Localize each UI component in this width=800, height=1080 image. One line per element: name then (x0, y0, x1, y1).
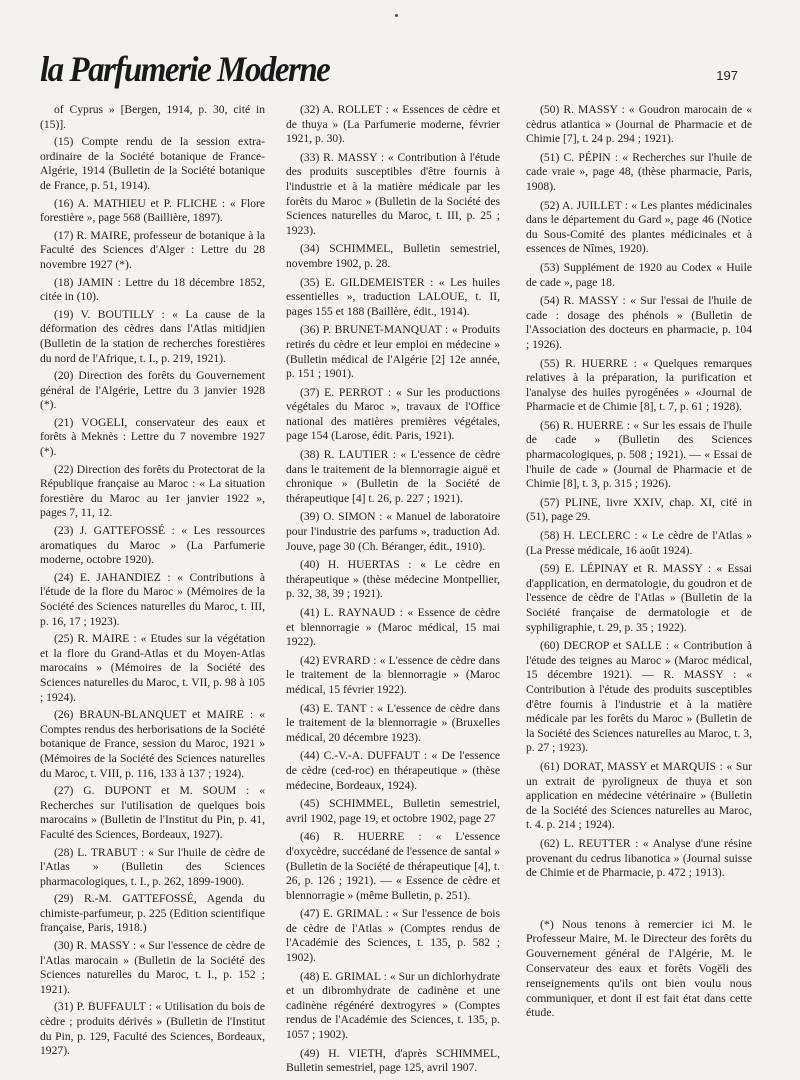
journal-masthead: la Parfumerie Moderne (40, 50, 330, 90)
reference-entry: (33) R. MASSY : « Contribution à l'étude des produits susceptibles d'être fournis à l'industrie et à la matière médicale par les forêts du Maroc » (Bulletin de la Société des Sciences naturelles du Maroc, t. III, p. 25 ; 1923). (286, 150, 500, 237)
reference-entry: (29) R.-M. GATTEFOSSÉ, Agenda du chimiste-parfumeur, p. 225 (Edition scientifique française, Paris, 1918.) (40, 892, 265, 935)
reference-entry: (26) BRAUN-BLANQUET et MAIRE : « Comptes rendus des herborisations de la Société botanique de France, session du Maroc, 1921 » (Mémoires de la Société des Sciences naturelles du Maroc, t. VIII, p. 116, 133 à 137 ; 1924). (40, 708, 265, 780)
reference-entry: (56) R. HUERRE : « Sur les essais de l'huile de cade » (Bulletin des Sciences pharmacologiques, p. 508 ; 1921). — « Essai de l'huile de cade » (Journal de Pharmacie et de Chimie [8], t. 3, p. 315 ; 1926). (526, 418, 752, 491)
reference-entry: (44) C.-V.-A. DUFFAUT : « De l'essence de cèdre (ced-roc) en thérapeutique » (thèse médecine, Bordeaux, 1924). (286, 749, 500, 792)
reference-entry: (62) L. REUTTER : « Analyse d'une résine provenant du cedrus libanotica » (Journal suisse de Chimie et de Pharmacie, p. 472 ; 1913). (526, 836, 752, 880)
reference-entry: (55) R. HUERRE : « Quelques remarques relatives à la préparation, la purification et l'analyse des huiles pyrogénées » «Journal de Pharmacie et de Chimie [8], t. 7, p. 61 ; 1928). (526, 356, 752, 414)
reference-entry: (53) Supplément de 1920 au Codex « Huile de cade », page 18. (526, 260, 752, 289)
references-list (526, 103, 752, 881)
reference-entry: (48) E. GRIMAL : « Sur un dichlorhydrate et un dibromhydrate de cadinène et une cadinène régénéré dextrogyres » (Comptes rendus de l'Académie des Sciences, t. 135, p. 1057 ; 1902). (286, 969, 500, 1042)
page-number: 197 (716, 68, 738, 83)
reference-entry: (27) G. DUPONT et M. SOUM : « Recherches sur l'utilisation de quelques bois marocains » (Bulletin de l'Institut du Pin, p. 41, Faculté des Sciences, Bordeaux, 1927). (40, 784, 265, 841)
reference-entry: (35) E. GILDEMEISTER : « Les huiles essentielles », traduction LALOUE, t. II, pages 155 et 188 (Baillère, édit., 1914). (286, 275, 500, 318)
reference-entry: (32) A. ROLLET : « Essences de cèdre et de thuya » (La Parfumerie moderne, février 1921, p. 30). (286, 103, 500, 146)
reference-entry: (30) R. MASSY : « Sur l'essence de cèdre de l'Atlas marocain » (Bulletin de la Société des Sciences naturelles du Maroc, t. I., p. 152 ; 1921). (40, 939, 265, 996)
reference-entry: (42) EVRARD : « L'essence de cèdre dans le traitement de la blennorragie » (Maroc médical, 15 février 1922). (286, 653, 500, 696)
reference-entry: of Cyprus » [Bergen, 1914, p. 30, cité in (15)]. (40, 103, 265, 131)
reference-entry: (51) C. PÉPIN : « Recherches sur l'huile de cade vraie », page 48, (thèse pharmacie, Paris, 1908). (526, 150, 752, 193)
reference-entry: (40) H. HUERTAS : « Le cèdre en thérapeutique » (thèse médecine Montpellier, p. 32, 38, 39 ; 1921). (286, 558, 500, 601)
reference-entry: (28) L. TRABUT : « Sur l'huile de cèdre de l'Atlas » (Bulletin des Sciences pharmacologiques, t. I., p. 262, 1899-1900). (40, 845, 265, 888)
reference-entry: (21) VOGELI, conservateur des eaux et forêts à Meknès : Lettre du 7 novembre 1927 (*). (40, 415, 265, 459)
reference-entry: (60) DECROP et SALLE : « Contribution à l'étude des teignes au Maroc » (Maroc médical, 15 décembre 1921). — R. MASSY : « Contribution à l'étude des produits susceptibles d'être fournis à l'industrie et à la matière médicale par les forêts du Maroc » (Bulletin de la Société des Sciences naturelles au Maroc, t. 3, p. 27 ; 1923). (526, 639, 752, 755)
reference-entry: (23) J. GATTEFOSSÉ : « Les ressources aromatiques du Maroc » (La Parfumerie moderne, octobre 1920). (40, 524, 265, 567)
reference-entry: (31) P. BUFFAULT : « Utilisation du bois de cèdre ; produits dérivés » (Bulletin de l'Institut du Pin, p. 129, Faculté des Sciences, Bordeaux, 1927). (40, 1000, 265, 1058)
reference-entry: (59) E. LÉPINAY et R. MASSY : « Essai d'application, en dermatologie, du goudron et de l'essence de cèdre de l'Atlas » (Bulletin de la Société française de dermatologie et de syphiligraphie, t. 29, p. 35 ; 1922). (526, 562, 752, 634)
reference-entry: (15) Compte rendu de la session extra-ordinaire de la Société botanique de France-Algérie, 1914 (Bulletin de la Société botanique de France, p. 51, 1914). (40, 135, 265, 192)
reference-entry: (16) A. MATHIEU et P. FLICHE : « Flore forestière », page 568 (Baillière, 1897). (40, 196, 265, 225)
reference-entry: (39) O. SIMON : « Manuel de laboratoire pour l'industrie des parfums », traduction Ad. Jouve, page 30 (Ch. Béranger, édit., 1910). (286, 510, 500, 553)
reference-entry: (46) R. HUERRE : « L'essence d'oxycèdre, succédané de l'essence de santal » (Bulletin de la Société de thérapeutique [4], t. 26, p. 126 ; 1921). — « Essence de cèdre et blennorragie » (même Bulletin, p. 251). (286, 830, 500, 902)
reference-entry: (36) P. BRUNET-MANQUAT : « Produits retirés du cèdre et leur emploi en médecine » (Bulletin médical de l'Algérie [2] 12e année, p. 151 ; 1901). (286, 323, 500, 381)
reference-entry: (49) H. VIETH, d'après SCHIMMEL, Bulletin semestriel, page 125, avril 1907. (286, 1046, 500, 1075)
reference-entry: (17) R. MAIRE, professeur de botanique à la Faculté des Sciences d'Alger : Lettre du 28 novembre 1927 (*). (40, 228, 265, 271)
reference-entry: (61) DORAT, MASSY et MARQUIS : « Sur un extrait de pyroligneux de thuya et son application en médecine vétérinaire » (Bulletin de la Société des Sciences naturelles au Maroc, t. 4. p. 214 ; 1924). (526, 759, 752, 832)
reference-entry: (47) E. GRIMAL : « Sur l'essence de bois de cèdre de l'Atlas » (Comptes rendus de l'Académie des Sciences, t. 135, p. 582 ; 1902). (286, 907, 500, 965)
reference-entry: (50) R. MASSY : « Goudron marocain de « cèdrus atlantica » (Journal de Pharmacie et de Chimie [7], t. 24 p. 294 ; 1921). (526, 103, 752, 146)
acknowledgement-footnote: (*) Nous tenons à remercier ici M. le Professeur Maire, M. le Directeur des forêts du Gouvernement général de l'Algérie, M. le Conservateur des eaux et forêts Vogëli des renseignements qu'ils ont bien voulu nous communiquer, et dont il est fait état dans cette étude. (526, 916, 752, 1020)
reference-entry: (38) R. LAUTIER : « L'essence de cèdre dans le traitement de la blennorragie aiguë et chronique » (Bulletin de la Société de thérapeutique [4] t. 26, p. 227 ; 1921). (286, 448, 500, 505)
page-mark (395, 14, 398, 17)
reference-entry: (20) Direction des forêts du Gouvernement général de l'Algérie, Lettre du 3 janvier 1928 (*). (40, 369, 265, 412)
references-column-1 (40, 103, 265, 1062)
reference-entry: (52) A. JUILLET : « Les plantes médicinales dans le département du Gard », page 46 (Notice du Sous-Comité des plantes médicinales et à essences de Nîmes, 1920). (526, 198, 752, 256)
references-column-3 (526, 103, 752, 1032)
reference-entry: (24) E. JAHANDIEZ : « Contributions à l'étude de la flore du Maroc » (Mémoires de la Société des Sciences naturelles du Maroc, t. III, p. 16, 17 ; 1923). (40, 570, 265, 628)
reference-entry: (37) E. PERROT : « Sur les productions végétales du Maroc », travaux de l'Office national des matières premières végétales, page 154 (Larose, édit. Paris, 1921). (286, 385, 500, 443)
reference-entry: (43) E. TANT : « L'essence de cèdre dans le traitement de la blennorragie » (Bruxelles médical, 20 décembre 1923). (286, 701, 500, 744)
reference-entry: (54) R. MASSY : « Sur l'essai de l'huile de cade : dosage des phénols » (Bulletin de l'Association des docteurs en pharmacie, p. 104 ; 1926). (526, 294, 752, 351)
reference-entry: (19) V. BOUTILLY : « La cause de la déformation des cèdres dans l'Atlas mitidjien (Bulletin de la station de recherches forestières du nord de l'Afrique, t. I., p. 219, 1921). (40, 307, 265, 365)
reference-entry: (34) SCHIMMEL, Bulletin semestriel, novembre 1902, p. 28. (286, 242, 500, 270)
reference-entry: (45) SCHIMMEL, Bulletin semestriel, avril 1902, page 19, et octobre 1902, page 27 (286, 797, 500, 825)
reference-entry: (41) L. RAYNAUD : « Essence de cèdre et blennorragie » (Maroc médical, 15 mai 1922). (286, 606, 500, 649)
reference-entry: (25) R. MAIRE : « Etudes sur la végétation et la flore du Grand-Atlas et du Moyen-Atlas marocains » (Mémoires de la Société des Sciences naturelles du Maroc, t. VII, p. 98 à 105 ; 1924). (40, 632, 265, 704)
reference-entry: (58) H. LECLERC : « Le cèdre de l'Atlas » (La Presse médicale, 16 août 1924). (526, 529, 752, 557)
references-column-2 (286, 103, 500, 1080)
reference-entry: (18) JAMIN : Lettre du 18 décembre 1852, citée in (10). (40, 275, 265, 304)
reference-entry: (57) PLINE, livre XXIV, chap. XI, cité in (51), page 29. (526, 495, 752, 524)
reference-entry: (22) Direction des forêts du Protectorat de la République française au Maroc : « La situation forestière du Maroc au 1er janvier 1922 », pages 7, 11, 12. (40, 462, 265, 520)
